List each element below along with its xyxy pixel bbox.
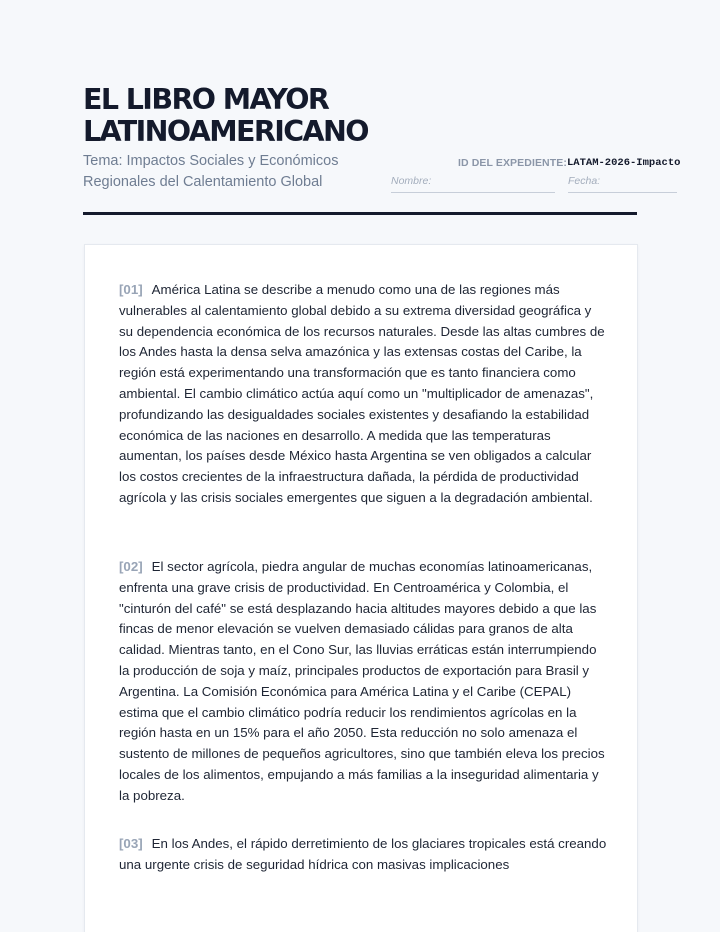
page-title bbox=[83, 84, 368, 148]
header-divider bbox=[83, 212, 637, 215]
name-field-placeholder: Nombre: bbox=[391, 175, 432, 187]
date-field-placeholder: Fecha: bbox=[568, 175, 601, 187]
file-id-value: LATAM-2026-Impacto bbox=[567, 157, 681, 169]
paragraph-03 bbox=[119, 834, 607, 876]
title-line-1: EL LIBRO MAYOR bbox=[83, 83, 329, 116]
paragraph-text: En los Andes, el rápido derretimiento de los glaciares tropicales está creando una urgente crisis de seguridad hídrica con masivas implicaciones bbox=[119, 836, 607, 872]
paragraph-number: [02] bbox=[119, 559, 143, 574]
page-subtitle: Tema: Impactos Sociales y Económicos Regionales del Calentamiento Global bbox=[83, 153, 339, 190]
paragraph-number: [01] bbox=[119, 282, 143, 297]
paragraph-01 bbox=[119, 280, 607, 509]
date-field[interactable] bbox=[568, 172, 677, 193]
paragraph-text: El sector agrícola, piedra angular de muchas economías latinoamericanas, enfrenta una grave crisis de productividad. En Centroamérica y Colombia, el "cinturón del café" se está desplazando hacia altitudes mayores debido a que las fincas de menor elevación se vuelven demasiado cálidas para granos de alta calidad. Mientras tanto, en el Cono Sur, las lluvias erráticas están interrumpiendo la producción de soja y maíz, principales productos de exportación para Brasil y Argentina. La Comisión Económica para América Latina y el Caribe (CEPAL) estima que el cambio climático podría reducir los rendimientos agrícolas en la región hasta en un 15% para el año 2050. Esta reducción no solo amenaza el sustento de millones de pequeños agricultores, sino que también eleva los precios locales de los alimentos, empujando a más familias a la inseguridad alimentaria y la pobreza. bbox=[119, 559, 605, 803]
content-card bbox=[84, 244, 638, 932]
paragraph-02 bbox=[119, 557, 607, 807]
title-line-2: LATINOAMERICANO bbox=[83, 115, 368, 148]
paragraph-number: [03] bbox=[119, 836, 143, 851]
paragraph-text: América Latina se describe a menudo como una de las regiones más vulnerables al calentamiento global debido a su extrema diversidad geográfica y su dependencia económica de los recursos naturales. Desde las altas cumbres de los Andes hasta la densa selva amazónica y las extensas costas del Caribe, la región está experimentando una transformación que es tanto financiera como ambiental. El cambio climático actúa aquí como un "multiplicador de amenazas", profundizando las desigualdades sociales existentes y desafiando la estabilidad económica de las naciones en desarrollo. A medida que las temperaturas aumentan, los países desde México hasta Argentina se ven obligados a calcular los costos crecientes de la infraestructura dañada, la pérdida de productividad agrícola y las crisis sociales emergentes que siguen a la degradación ambiental. bbox=[119, 282, 605, 505]
file-id-label: ID DEL EXPEDIENTE: bbox=[458, 157, 567, 169]
name-field[interactable] bbox=[391, 172, 555, 193]
